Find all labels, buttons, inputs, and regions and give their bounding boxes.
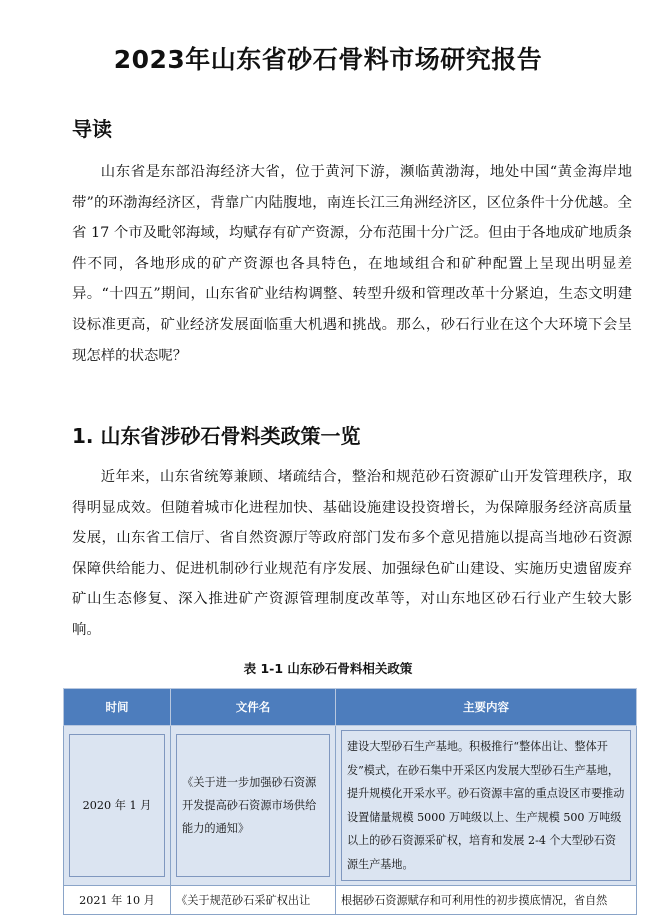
row-content: 根据砂石资源赋存和可利用性的初步摸底情况，省自然 (336, 886, 637, 915)
header-content: 主要内容 (336, 689, 637, 726)
row-time: 2021 年 10 月 (64, 886, 171, 915)
header-time: 时间 (64, 689, 171, 726)
row-doc-text: 《关于进一步加强砂石资源开发提高砂石资源市场供给能力的通知》 (182, 776, 317, 835)
intro-heading: 导读 (72, 117, 112, 141)
section1-heading: 1. 山东省涉砂石骨料类政策一览 (72, 424, 361, 448)
row-doc-cell (171, 726, 336, 886)
row-content-cell (336, 726, 637, 886)
intro-paragraph: 山东省是东部沿海经济大省，位于黄河下游，濒临黄渤海，地处中国“黄金海岸地带”的环渤海经济区，背靠广内陆腹地，南连长江三角洲经济区，区位条件十分优越。全省 17 个市及毗邻海域，均赋存有矿产资源，分布范围十分广泛。但由于各地成矿地质条件不同，各地形成的矿产资源也各具特色，在地域组合和矿种配置上呈现出明显差异。“十四五”期间，山东省矿业结构调整、转型升级和管理改革十分紧迫，生态文明建设标准更高，矿业经济发展面临重大机遇和挑战。那么，砂石行业在这个大环境下会呈现怎样的状态呢？ (72, 164, 632, 364)
table-row (64, 726, 637, 886)
section1-paragraph: 近年来，山东省统筹兼顾、堵疏结合，整治和规范砂石资源矿山开发管理秩序，取得明显成效。但随着城市化进程加快、基础设施建设投资增长，为保障服务经济高质量发展，山东省工信厅、省自然资源厅等政府部门发布多个意见措施以提高当地砂石资源保障供给能力、促进机制砂行业规范有序发展、加强绿色矿山建设、实施历史遗留废弃矿山生态修复、深入推进矿产资源管理制度改革等，对山东地区砂石行业产生较大影响。 (72, 469, 632, 638)
section1-paragraph-block (72, 462, 632, 646)
header-doc: 文件名 (171, 689, 336, 726)
row-content: 建设大型砂石生产基地。积极推行“整体出让、整体开发”模式，在砂石集中开采区内发展大型砂石生产基地，提升规模化开采水平。砂石资源丰富的重点设区市要推动设置储量规模 5000 万吨级以上、生产规模 500 万吨级以上的砂石资源采矿权，培育和发展 2-4 个大型砂石资源生产基地。 (341, 730, 631, 881)
report-title: 2023年山东省砂石骨料市场研究报告 (113, 45, 543, 74)
intro-paragraph-block (72, 157, 632, 371)
table-row (64, 886, 637, 915)
row-time: 2020 年 1 月 (69, 734, 165, 877)
policy-table (63, 688, 637, 915)
table-header-row (64, 689, 637, 726)
row-doc: 《关于规范砂石采矿权出让 (171, 886, 336, 915)
table-caption: 表 1-1 山东砂石骨料相关政策 (243, 661, 413, 676)
row-doc (176, 734, 330, 877)
row-time-cell (64, 726, 171, 886)
